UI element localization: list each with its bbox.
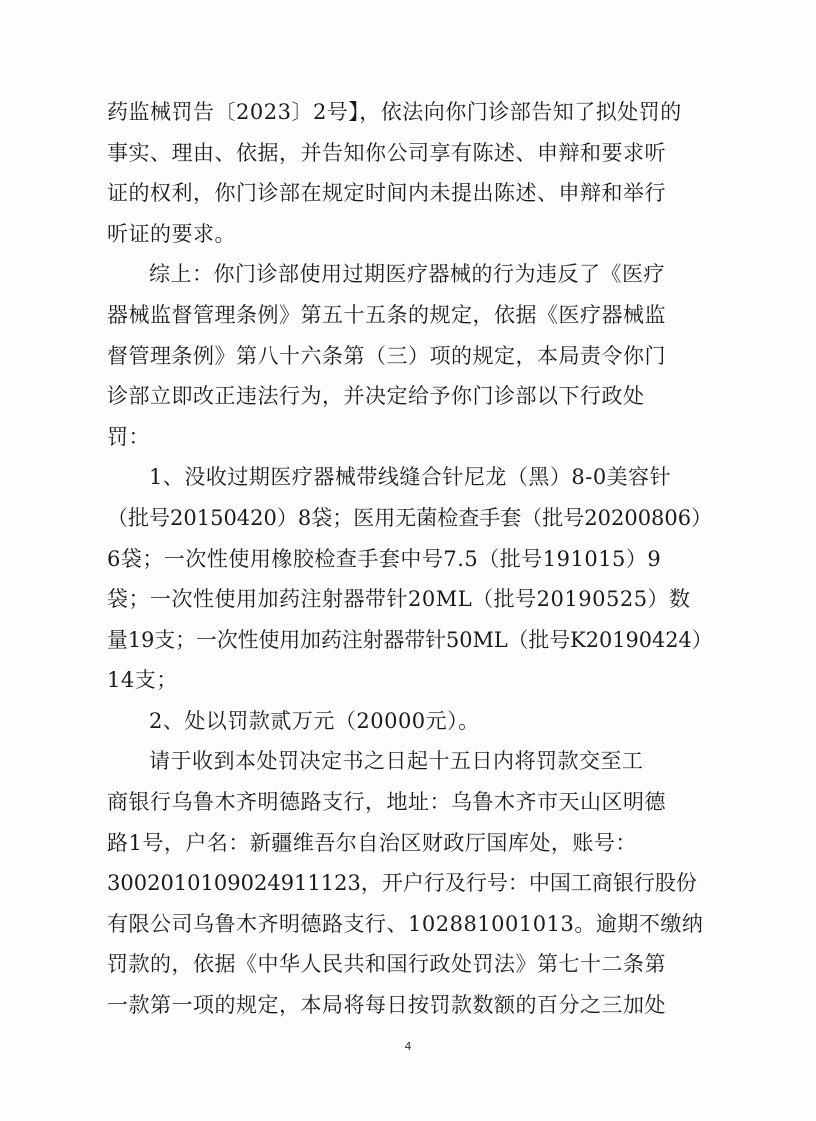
text-line: 量19支；一次性使用加药注射器带针50ML（批号K20190424） <box>107 628 713 652</box>
text-line: 1、没收过期医疗器械带线缝合针尼龙（黑）8-0美容针 <box>149 465 672 489</box>
text-line: 罚款的，依据《中华人民共和国行政处罚法》第七十二条第 <box>107 952 666 976</box>
text-line: 请于收到本处罚决定书之日起十五日内将罚款交至工 <box>149 749 644 773</box>
text-line: 6袋；一次性使用橡胶检查手套中号7.5（批号191015）9 <box>107 547 662 571</box>
text-line: 器械监督管理条例》第五十五条的规定，依据《医疗器械监 <box>107 303 666 327</box>
text-line: 14支； <box>107 668 178 692</box>
text-line: 路1号，户名：新疆维吾尔自治区财政厅国库处，账号： <box>107 831 637 855</box>
page-number: 4 <box>404 1040 412 1053</box>
text-line: 2、处以罚款贰万元（20000元）。 <box>149 709 480 733</box>
text-line: 3002010109024911123，开户行及行号：中国工商银行股份 <box>107 871 697 895</box>
text-line: 诊部立即改正违法行为，并决定给予你门诊部以下行政处 <box>107 384 645 408</box>
text-line: 证的权利，你门诊部在规定时间内未提出陈述、申辩和举行 <box>107 181 666 205</box>
text-line: 罚： <box>107 425 150 449</box>
text-line: 听证的要求。 <box>107 222 236 246</box>
text-line: 事实、理由、依据，并告知你公司享有陈述、申辩和要求听 <box>107 141 666 165</box>
text-line: 综上：你门诊部使用过期医疗器械的行为违反了《医疗 <box>149 262 665 286</box>
text-line: 督管理条例》第八十六条第（三）项的规定，本局责令你门 <box>107 344 666 368</box>
text-line: 有限公司乌鲁木齐明德路支行、102881001013。逾期不缴纳 <box>107 912 704 936</box>
text-line: 一款第一项的规定，本局将每日按罚款数额的百分之三加处 <box>107 993 666 1017</box>
text-line: 商银行乌鲁木齐明德路支行，地址：乌鲁木齐市天山区明德 <box>107 790 666 814</box>
text-line: 药监械罚告〔2023〕2号】，依法向你门诊部告知了拟处罚的 <box>107 100 682 124</box>
text-line: （批号20150420）8袋；医用无菌检查手套（批号20200806） <box>107 506 713 530</box>
text-line: 袋；一次性使用加药注射器带针20ML（批号20190525）数 <box>107 587 691 611</box>
